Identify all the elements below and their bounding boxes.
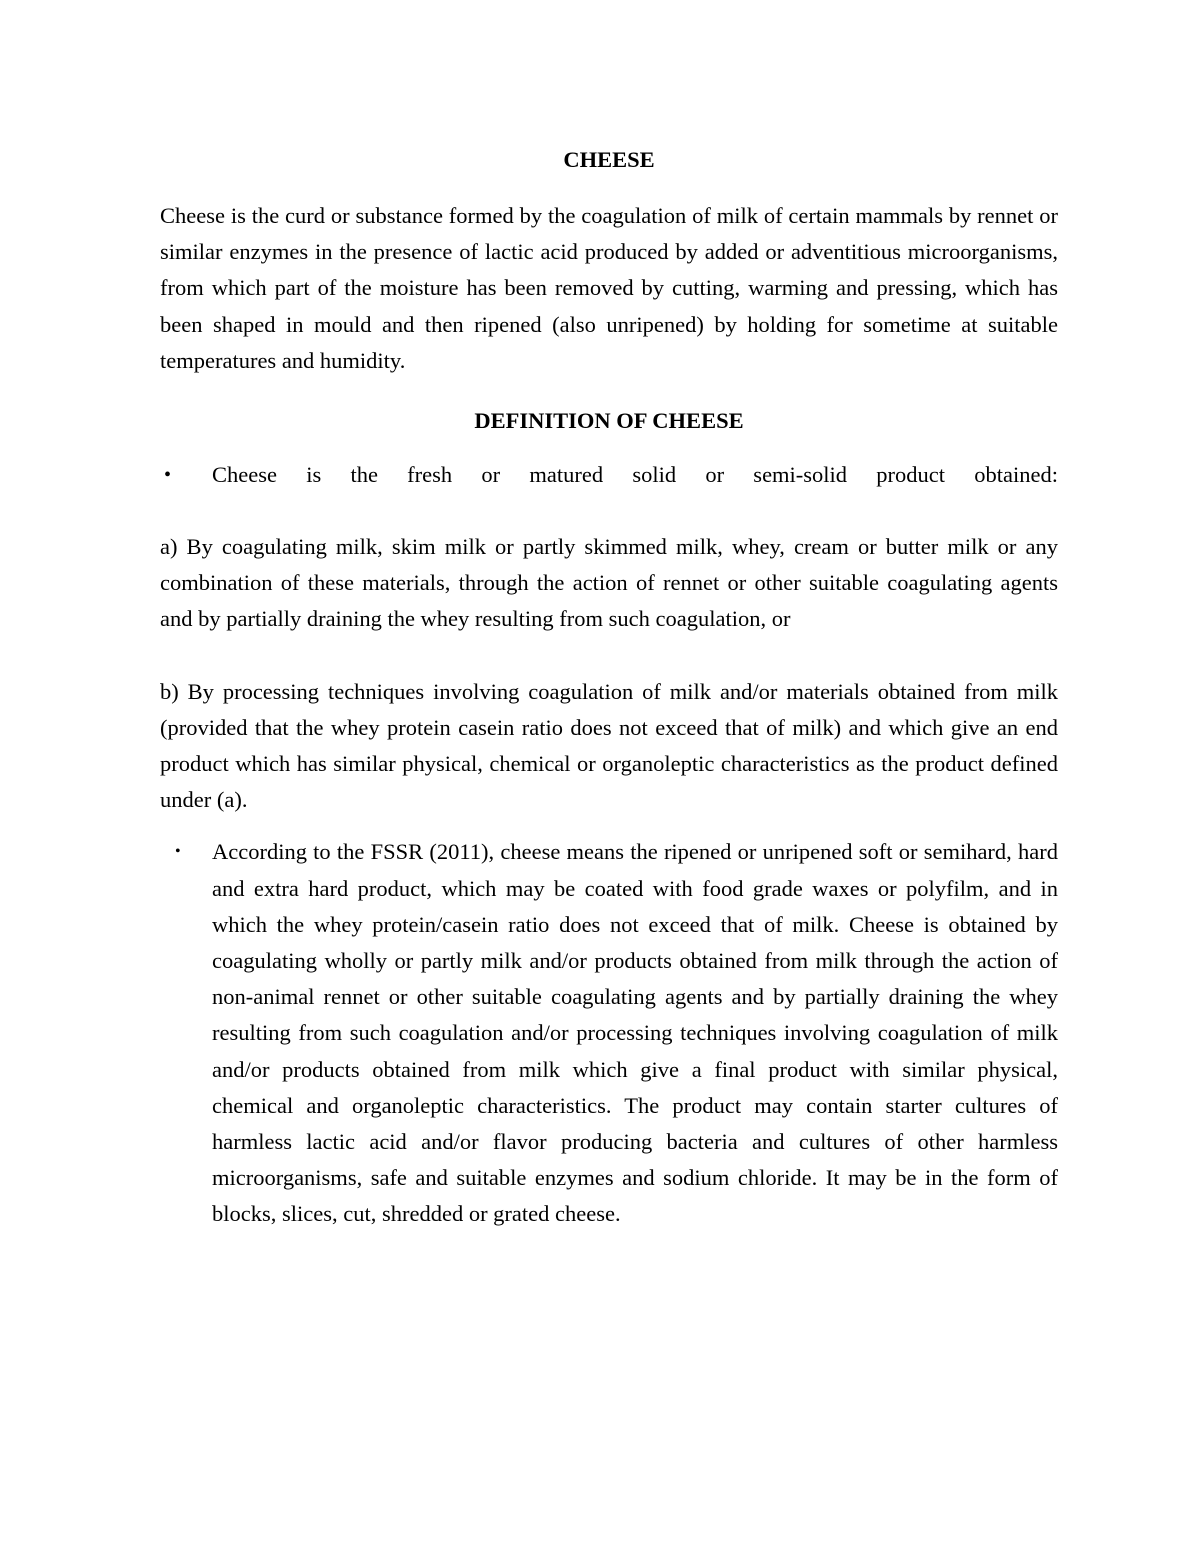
intro-paragraph: Cheese is the curd or substance formed by the coagulation of milk of certain mammals by rennet or similar enzymes in the presence of lactic acid produced by added or adventitious microorganisms, from which part of the moisture has been removed by cutting, warming and pressing, which has been shaped in mould and then ripened (also unripened) by holding for sometime at suitable temperatures and humidity. xyxy=(160,203,1058,373)
definition-item-a-text: a) By coagulating milk, skim milk or partly skimmed milk, whey, cream or butter milk or any combination of these materials, through the action of rennet or other suitable coagulating agents and by partially draining the whey resulting from such coagulation, or xyxy=(160,534,1058,632)
bullet-text: According to the FSSR (2011), cheese means the ripened or unripened soft or semihard, hard and extra hard product, which may be coated with food grade waxes or polyfilm, and in which the whey protein/casein ratio does not exceed that of milk. Cheese is obtained by coagulating wholly or partly milk and/or products obtained from milk through the action of non-animal rennet or other suitable coagulating agents and by partially draining the whey resulting from such coagulation and/or processing techniques involving coagulation of milk and/or products obtained from milk which give a final product with similar physical, chemical and organoleptic characteristics. The product may contain starter cultures of harmless lactic acid and/or flavor producing bacteria and cultures of other harmless microorganisms, safe and suitable enzymes and sodium chloride. It may be in the form of blocks, slices, cut, shredded or grated cheese. xyxy=(212,839,1058,1227)
bullet-item-fssr xyxy=(175,834,1058,1232)
definition-heading: DEFINITION OF CHEESE xyxy=(474,408,744,434)
definition-item-a xyxy=(160,529,1058,638)
bullet-icon: • xyxy=(164,464,172,487)
bullet-item-obtained xyxy=(164,457,1058,493)
bullet-icon: • xyxy=(175,843,181,861)
bullet-text: Cheese is the fresh or matured solid or semi-solid product obtained: xyxy=(212,462,1058,488)
document-page xyxy=(160,142,1058,1233)
definition-item-b: b) By processing techniques involving coagulation of milk and/or materials obtained from milk (provided that the whey protein casein ratio does not exceed that of milk) and which give an end product which has similar physical, chemical or organoleptic characteristics as the product defined under (a). xyxy=(160,678,1058,813)
page-title: CHEESE xyxy=(563,147,655,172)
